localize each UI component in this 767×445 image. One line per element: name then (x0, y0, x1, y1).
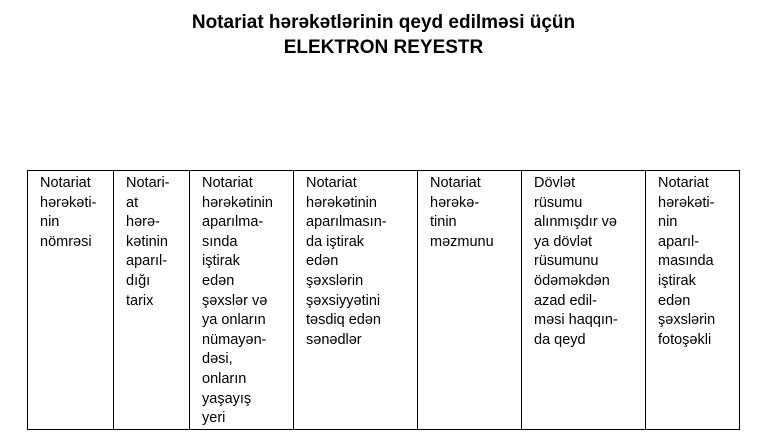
header-cell-photo: Notariat hərəkəti- nin aparıl- masında iştirak edən şəxslərin fotoşəkli (646, 171, 740, 430)
header-cell-state-fee: Dövlət rüsumu alınmışdır və ya dövlət rüsumunu ödəməkdən azad edil- məsi haqqın- da qeyd (522, 171, 646, 430)
header-cell-participants: Notariat hərəkətinin aparılma- sında iştirak edən şəxslər və ya onların nümayən- dəsi, onların yaşayış yeri (190, 171, 294, 430)
header-cell-date: Notari- at hərə- kətinin aparıl- dığı tarix (114, 171, 190, 430)
document-title (0, 10, 767, 60)
header-cell-identity-documents: Notariat hərəkətinin aparılmasın- da iştirak edən şəxslərin şəxsiyyətini təsdiq edən sənədlər (294, 171, 418, 430)
registry-table (27, 170, 740, 430)
header-cell-number: Notariat hərəkəti- nin nömrəsi (28, 171, 114, 430)
header-cell-content: Notariat hərəkə- tinin məzmunu (418, 171, 522, 430)
table-header-row (28, 171, 740, 430)
title-line-2: ELEKTRON REYESTR (283, 37, 484, 58)
title-line-1: Notariat hərəkətlərinin qeyd edilməsi üçün (191, 12, 576, 33)
